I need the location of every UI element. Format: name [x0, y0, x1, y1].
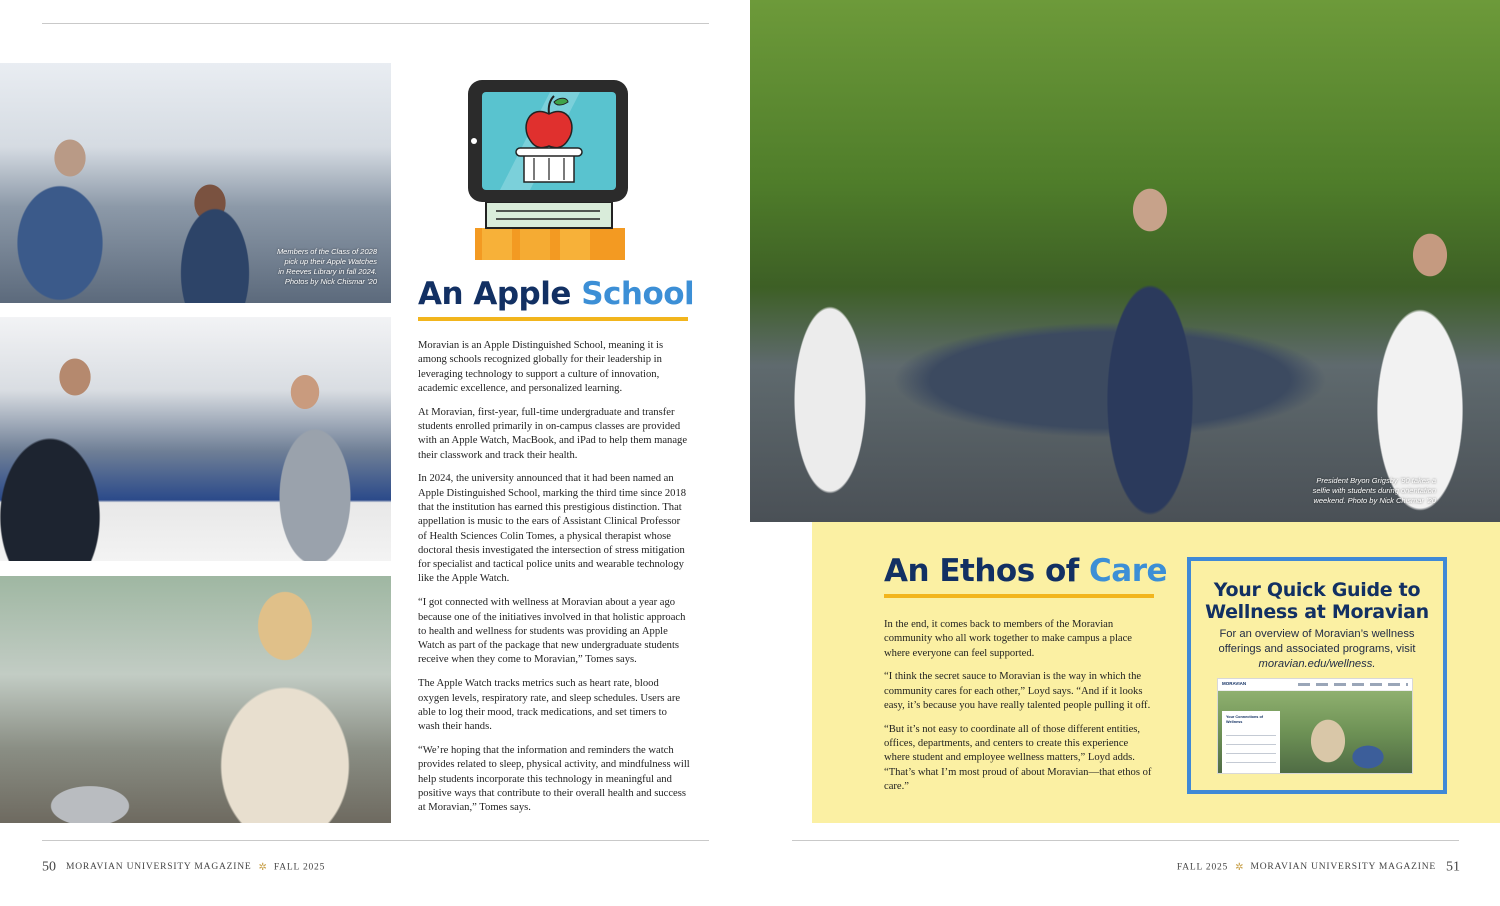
photo-caption-left: [217, 247, 377, 287]
photo-caption-right: [1236, 476, 1436, 506]
guide-description: [1199, 627, 1435, 672]
star-icon: ✲: [1235, 861, 1244, 873]
site-card: [1222, 711, 1280, 773]
star-icon: ✲: [258, 861, 267, 873]
photo-president-selfie: [750, 0, 1500, 522]
site-card-row: [1226, 762, 1276, 763]
issue-season: FALL 2025: [273, 862, 326, 873]
site-logo: MORAVIAN: [1222, 681, 1247, 686]
guide-title: [1191, 579, 1443, 623]
photo-students-unboxing: [0, 317, 391, 561]
caption-line: President Bryon Grigsby ’90 takes a: [1316, 476, 1436, 485]
heading-apple-school-dark: An Apple: [418, 276, 571, 312]
wellness-guide-box: [1187, 557, 1447, 794]
website-screenshot: [1217, 678, 1413, 774]
magazine-title: MORAVIAN UNIVERSITY MAGAZINE: [66, 862, 252, 873]
photo-library-watch-pickup: [0, 63, 391, 303]
heading-apple-school: [418, 276, 694, 312]
heading-ethos-dark: An Ethos of: [884, 553, 1079, 589]
guide-text: For an overview of Moravian’s wellness offerings and associated programs, visit: [1218, 628, 1416, 655]
heading-ethos-light: Care: [1089, 553, 1168, 589]
site-hero-image: [1218, 691, 1413, 774]
paragraph: “I got connected with wellness at Moravian about a year ago because one of the initiatives involved in that holistic approach to health and wellness for students was providing an Apple Watch as part of the package that new undergraduate students receive when they come to Moravian,” Tomes says.: [418, 597, 686, 666]
paragraph: In the end, it comes back to members of the Moravian community who all work together to make campus a place where everyone can feel supported.: [884, 619, 1132, 659]
site-card-title: Your Connections of Wellness: [1226, 715, 1264, 724]
site-card-row: [1226, 744, 1276, 745]
caption-line: Members of the Class of 2028: [276, 247, 377, 256]
site-card-row: [1226, 735, 1276, 736]
wellness-link[interactable]: moravian.edu/wellness.: [1258, 658, 1376, 670]
paragraph: The Apple Watch tracks metrics such as heart rate, blood oxygen levels, respiratory rate, and sleep schedules. Users are able to log their mood, track medications, and set timers to wash their hands.: [418, 678, 681, 733]
issue-season: FALL 2025: [1176, 862, 1229, 873]
site-nav-links: [1298, 683, 1408, 686]
bottom-rule-right: [792, 840, 1459, 841]
caption-line: weekend. Photo by Nick Chismar ’20: [1313, 496, 1436, 505]
caption-line: in Reeves Library in fall 2024.: [278, 267, 377, 276]
heading-ethos-of-care: [884, 553, 1167, 589]
paragraph: In 2024, the university announced that it had been named an Apple Distinguished School, marking the third time since 2018 that the institution has earned this prestigious distinction. That appellation is music to the ears of Assistant Clinical Professor of Health Sciences Colin Tomes, a physical therapist whose doctoral thesis investigated the intersection of stress mitigation for specialist and tactical police units and wearable technology like the Apple Watch.: [418, 473, 687, 585]
folio-right: [1177, 858, 1460, 876]
magazine-title: MORAVIAN UNIVERSITY MAGAZINE: [1250, 862, 1436, 873]
site-nav-bar: [1218, 679, 1413, 691]
caption-line: Photos by Nick Chismar ’20: [284, 277, 377, 286]
tablet-apple-illustration: [460, 78, 635, 263]
folio-left: [42, 858, 325, 876]
paragraph: At Moravian, first-year, full-time undergraduate and transfer students enrolled primarily in on-campus classes are provided with an Apple Watch, MacBook, and iPad to help them manage their classwork and track their health.: [418, 406, 688, 461]
photo-student-with-watch: [0, 576, 391, 823]
heading-underline-right: [884, 594, 1154, 598]
guide-title-line: Your Quick Guide to: [1213, 579, 1421, 601]
caption-line: pick up their Apple Watches: [284, 257, 377, 266]
paragraph: “I think the secret sauce to Moravian is the way in which the community cares for each other,” Loyd says. “And if it looks easy, it’s because you have really talented people pulling it off.: [884, 671, 1151, 711]
page-number: 51: [1446, 859, 1460, 875]
heading-apple-school-light: School: [581, 276, 695, 312]
article-body-left: [418, 339, 690, 825]
site-card-row: [1226, 753, 1276, 754]
caption-line: selfie with students during orientation: [1312, 486, 1436, 495]
guide-title-line: Wellness at Moravian: [1205, 601, 1429, 623]
paragraph: “We’re hoping that the information and reminders the watch provides related to sleep, physical activity, and mindfulness will help students incorporate this technology in meaningful and positive ways that contribute to their overall health and success at Moravian,” Tomes says.: [418, 744, 690, 814]
paragraph: Moravian is an Apple Distinguished School, meaning it is among schools recognized globally for their leadership in leveraging technology to support a culture of innovation, academic excellence, and personalized learning.: [418, 340, 664, 394]
paragraph: “But it’s not easy to coordinate all of those different entities, offices, departments, and centers to create this experience where student and employee wellness matters,” Loyd adds. “That’s what I’m most proud of about Moravian—that ethos of care.”: [884, 723, 1152, 792]
top-rule-left: [42, 23, 709, 24]
article-body-right: [884, 618, 1154, 804]
page-number: 50: [42, 859, 56, 875]
bottom-rule-left: [42, 840, 709, 841]
heading-underline-left: [418, 317, 688, 321]
